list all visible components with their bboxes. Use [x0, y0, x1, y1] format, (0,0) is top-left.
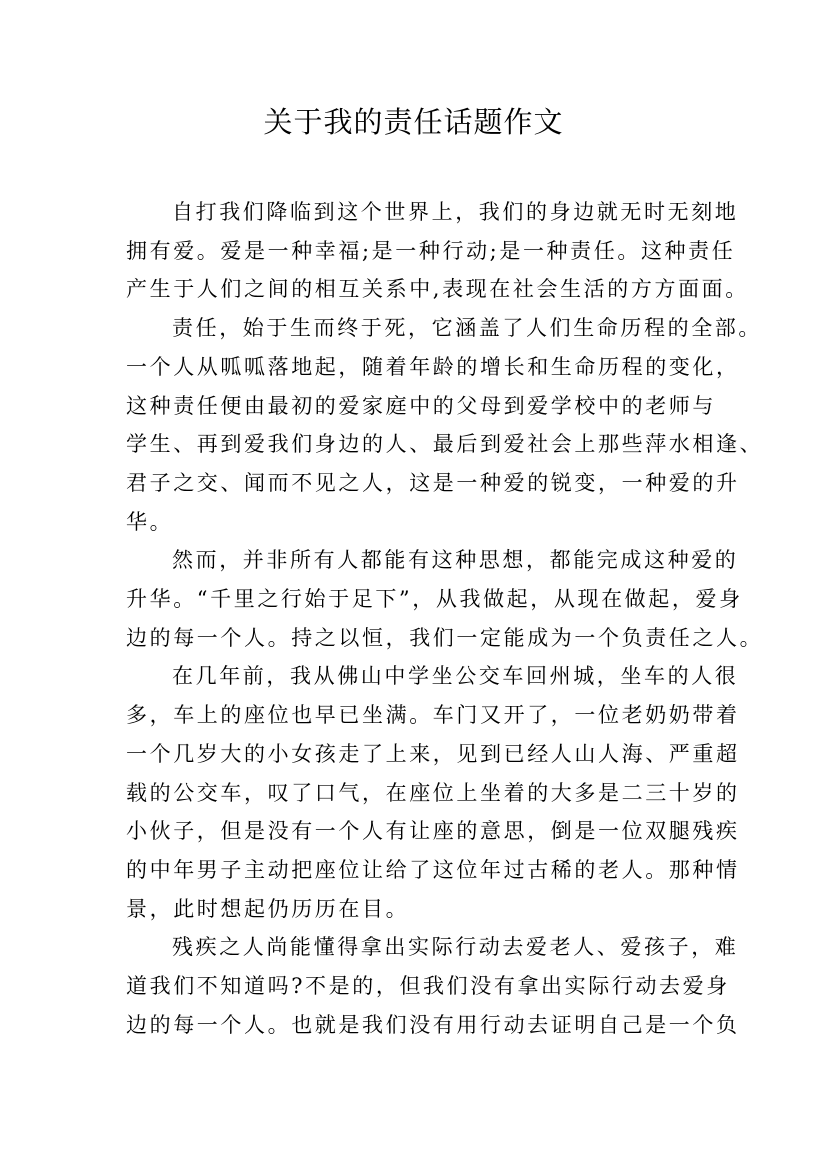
text-line: 小伙子，但是没有一个人有让座的意思，倒是一位双腿残疾: [126, 819, 740, 844]
paragraph-4: [126, 657, 740, 928]
text-line: 产生于人们之间的相互关系中,表现在社会生活的方方面面。: [126, 277, 749, 302]
document-title: 关于我的责任话题作文: [263, 105, 564, 139]
paragraph-5: [126, 928, 740, 1044]
text-line: 拥有爱。爱是一种幸福;是一种行动;是一种责任。这种责任: [126, 238, 736, 263]
text-line: 学生、再到爱我们身边的人、最后到爱社会上那些萍水相逢、: [126, 432, 764, 457]
document-body: [126, 193, 764, 1044]
text-line: 道我们不知道吗?不是的，但我们没有拿出实际行动去爱身: [126, 974, 730, 999]
text-line: 在几年前，我从佛山中学坐公交车回州城，坐车的人很: [172, 664, 739, 689]
text-line: 残疾之人尚能懂得拿出实际行动去爱老人、爱孩子，难: [172, 935, 739, 960]
text-line: 华。: [126, 509, 174, 534]
paragraph-2: [126, 309, 764, 541]
text-line: 自打我们降临到这个世界上，我们的身边就无时无刻地: [172, 200, 739, 224]
text-line: 边的每一个人。也就是我们没有用行动去证明自己是一个负: [126, 1012, 740, 1037]
text-line: 升华。“千里之行始于足下”，从我做起，从现在做起，爱身: [126, 587, 743, 612]
text-line: 景，此时想起仍历历在目。: [126, 896, 410, 921]
text-line: 责任，始于生而终于死，它涵盖了人们生命历程的全部。: [172, 316, 762, 341]
text-line: 一个人从呱呱落地起，随着年龄的增长和生命历程的变化，: [126, 354, 740, 379]
text-line: 君子之交、闻而不见之人，这是一种爱的锐变，一种爱的升: [126, 470, 740, 495]
text-line: 然而，并非所有人都能有这种思想，都能完成这种爱的: [172, 548, 739, 573]
paragraph-3: [126, 541, 764, 657]
text-line: 一个几岁大的小女孩走了上来，见到已经人山人海、严重超: [126, 741, 740, 766]
paragraph-1: [126, 193, 749, 309]
text-line: 多，车上的座位也早已坐满。车门又开了，一位老奶奶带着: [126, 703, 740, 728]
text-line: 的中年男子主动把座位让给了这位年过古稀的老人。那种情: [126, 857, 740, 882]
text-line: 这种责任便由最初的爱家庭中的父母到爱学校中的老师与: [126, 393, 716, 418]
text-line: 边的每一个人。持之以恒，我们一定能成为一个负责任之人。: [126, 625, 764, 650]
text-line: 载的公交车，叹了口气，在座位上坐着的大多是二三十岁的: [126, 780, 740, 805]
